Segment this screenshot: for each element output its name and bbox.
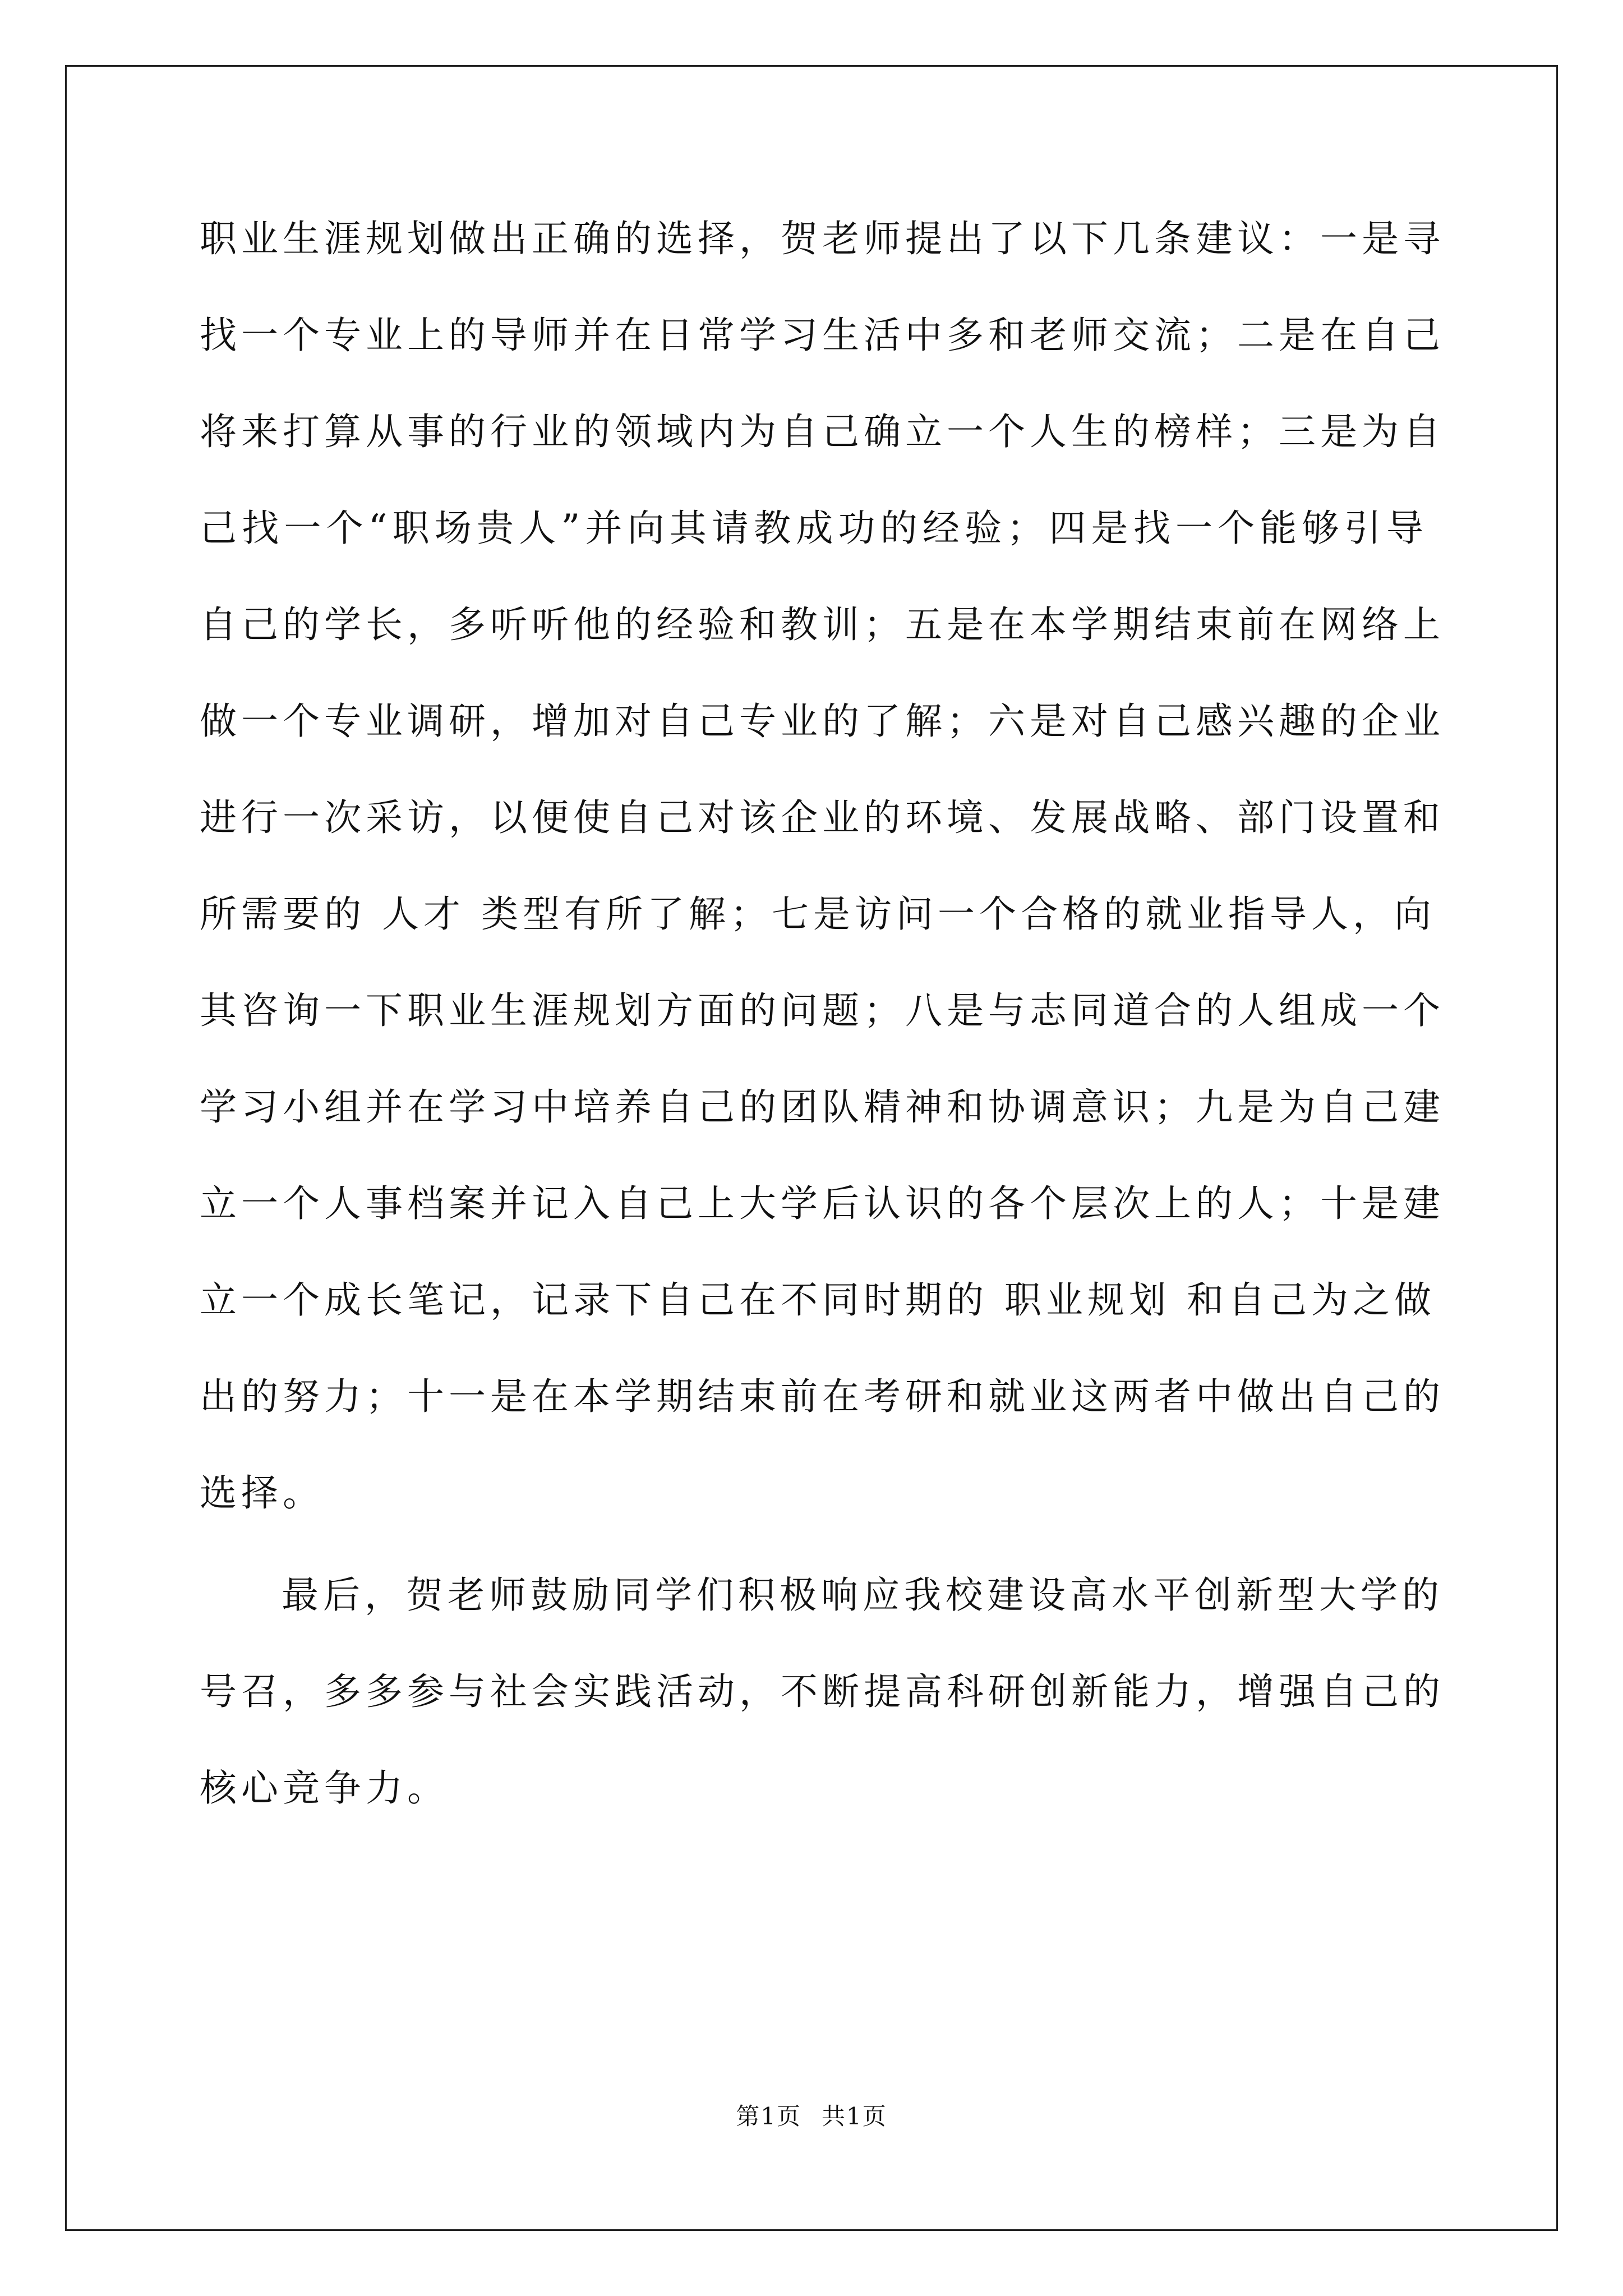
text-line: 立一个人事档案并记入自己上大学后认识的各个层次上的人；十是建 — [200, 1182, 1445, 1225]
text-line: 己找一个“职场贵人”并向其请教成功的经验；四是找一个能够引导 — [200, 507, 1428, 550]
paragraph-1 — [200, 191, 1445, 1542]
page-number: 第1页 — [736, 2102, 801, 2130]
text-line: 号召，多多参与社会实践活动，不断提高科研创新能力，增强自己的 — [200, 1670, 1445, 1713]
text-line: 自己的学长，多听听他的经验和教训；五是在本学期结束前在网络上 — [200, 603, 1445, 646]
text-line: 出的努力；十一是在本学期结束前在考研和就业这两者中做出自己的 — [200, 1375, 1445, 1418]
page-total: 共1页 — [822, 2102, 887, 2130]
text-line: 职业生涯规划做出正确的选择，贺老师提出了以下几条建议：一是寻 — [200, 217, 1445, 260]
text-line: 所需要的 人才 类型有所了解；七是访问一个合格的就业指导人，向 — [200, 892, 1436, 936]
text-line: 进行一次采访，以便使自己对该企业的环境、发展战略、部门设置和 — [200, 796, 1445, 839]
text-line: 做一个专业调研，增加对自己专业的了解；六是对自己感兴趣的企业 — [200, 700, 1445, 743]
text-line: 核心竞争力。 — [200, 1766, 449, 1810]
text-line: 选择。 — [200, 1471, 324, 1515]
text-line: 将来打算从事的行业的领域内为自己确立一个人生的榜样；三是为自 — [200, 410, 1445, 453]
text-line: 其咨询一下职业生涯规划方面的问题；八是与志同道合的人组成一个 — [200, 989, 1445, 1032]
text-line: 最后，贺老师鼓励同学们积极响应我校建设高水平创新型大学的 — [282, 1573, 1444, 1617]
text-line: 学习小组并在学习中培养自己的团队精神和协调意识；九是为自己建 — [200, 1085, 1445, 1129]
paragraph-2 — [200, 1547, 1445, 1837]
text-line: 立一个成长笔记，记录下自己在不同时期的 职业规划 和自己为之做 — [200, 1278, 1436, 1322]
text-line: 找一个专业上的导师并在日常学习生活中多和老师交流；二是在自己 — [200, 314, 1445, 357]
page-footer — [0, 2098, 1623, 2132]
document-body — [200, 191, 1445, 1837]
